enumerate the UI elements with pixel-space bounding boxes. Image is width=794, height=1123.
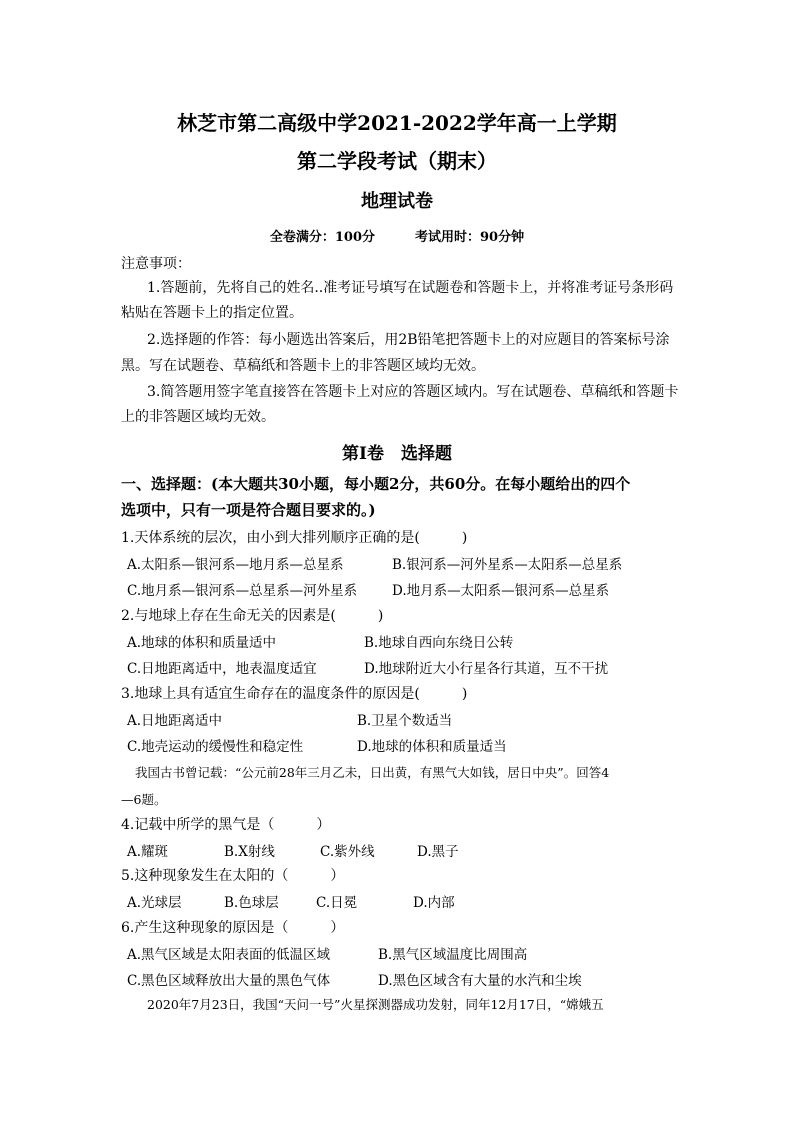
section-intro-line-1: 一、选择题：(本大题共30小题，每小题2分，共60分。在每小题给出的四个 (121, 475, 631, 493)
question-1-option-a: A.太阳系—银河系—地月系—总星系 (127, 557, 344, 573)
question-4-stem: 4.记载中所学的黑气是（ ） (121, 817, 331, 833)
question-5-stem: 5.这种现象发生在太阳的（ ） (121, 868, 345, 884)
subject-title: 地理试卷 (361, 191, 433, 212)
question-4-option-b: B.X射线 (224, 844, 275, 860)
question-2-option-d: D.地球附近大小行星各行其道，互不干扰 (364, 661, 609, 677)
question-1-option-d: D.地月系—太阳系—银河系—总星系 (392, 583, 610, 599)
question-4-option-a: A.耀斑 (127, 844, 169, 860)
note-3-line-1: 3.简答题用签字笔直接答在答题卡上对应的答题区域内。写在试题卷、草稿纸和答题卡 (147, 384, 679, 400)
note-1-line-2: 粘贴在答题卡上的指定位置。 (121, 305, 303, 321)
note-1-line-1: 1.答题前，先将自己的姓名..准考证号填写在试题卷和答题卡上，并将准考证号条形码 (147, 280, 674, 296)
question-1-stem: 1.天体系统的层次，由小到大排列顺序正确的是( ) (121, 530, 468, 546)
question-6-option-a: A.黑气区域是太阳表面的低温区域 (127, 947, 331, 963)
question-2-stem: 2.与地球上存在生命无关的因素是( ) (121, 608, 384, 624)
section-title: 第Ⅰ卷 选择题 (342, 444, 452, 464)
exam-meta (0, 226, 794, 245)
question-6-option-d: D.黑色区域含有大量的水汽和尘埃 (378, 973, 582, 989)
question-4-option-c: C.紫外线 (320, 844, 375, 860)
question-5-option-b: B.色球层 (224, 895, 279, 911)
question-6-option-c: C.黑色区域释放出大量的黑色气体 (127, 973, 331, 989)
exam-title: 林芝市第二高级中学2021-2022学年高一上学期 (177, 111, 617, 135)
question-5-option-c: C.日冕 (316, 895, 358, 911)
exam-time: 考试用时：90分钟 (415, 230, 525, 245)
question-5-option-d: D.内部 (413, 895, 455, 911)
passage-1-line-1: 我国古书曾记载：“公元前28年三月乙未，日出黄，有黑气大如钱，居日中央”。回答4 (135, 765, 610, 780)
question-2-option-c: C.日地距离适中，地表温度适宜 (127, 661, 317, 677)
notes-heading: 注意事项： (121, 256, 191, 272)
question-5-option-a: A.光球层 (127, 895, 182, 911)
note-2-line-1: 2.选择题的作答：每小题选出答案后，用2B铅笔把答题卡上的对应题目的答案标号涂 (147, 332, 670, 348)
section-intro-line-2: 选项中，只有一项是符合题目要求的。) (121, 501, 376, 519)
question-4-option-d: D.黑子 (417, 844, 459, 860)
question-3-option-c: C.地壳运动的缓慢性和稳定性 (127, 739, 304, 755)
passage-2-line-1: 2020年7月23日，我国“天问一号”火星探测器成功发射，同年12月17日，“嫦娥五 (147, 997, 604, 1012)
question-1-option-c: C.地月系—银河系—总星系—河外星系 (127, 583, 358, 599)
question-3-option-b: B.卫星个数适当 (357, 713, 453, 729)
exam-subtitle: 第二学段考试（期末） (297, 149, 497, 173)
full-score: 全卷满分：100分 (269, 230, 376, 245)
passage-1-line-2: —6题。 (121, 792, 167, 807)
question-3-option-d: D.地球的体积和质量适当 (357, 739, 507, 755)
question-2-option-b: B.地球自西向东绕日公转 (364, 635, 514, 651)
note-2-line-2: 黑。写在试题卷、草稿纸和答题卡上的非答题区域均无效。 (121, 358, 485, 374)
note-3-line-2: 上的非答题区域均无效。 (121, 409, 275, 425)
question-6-option-b: B.黑气区域温度比周围高 (378, 947, 528, 963)
question-6-stem: 6.产生这种现象的原因是（ ） (121, 920, 345, 936)
question-2-option-a: A.地球的体积和质量适中 (127, 635, 277, 651)
question-1-option-b: B.银河系—河外星系—太阳系—总星系 (392, 557, 623, 573)
question-3-option-a: A.日地距离适中 (127, 713, 223, 729)
question-3-stem: 3.地球上具有适宜生命存在的温度条件的原因是( ) (121, 686, 468, 702)
